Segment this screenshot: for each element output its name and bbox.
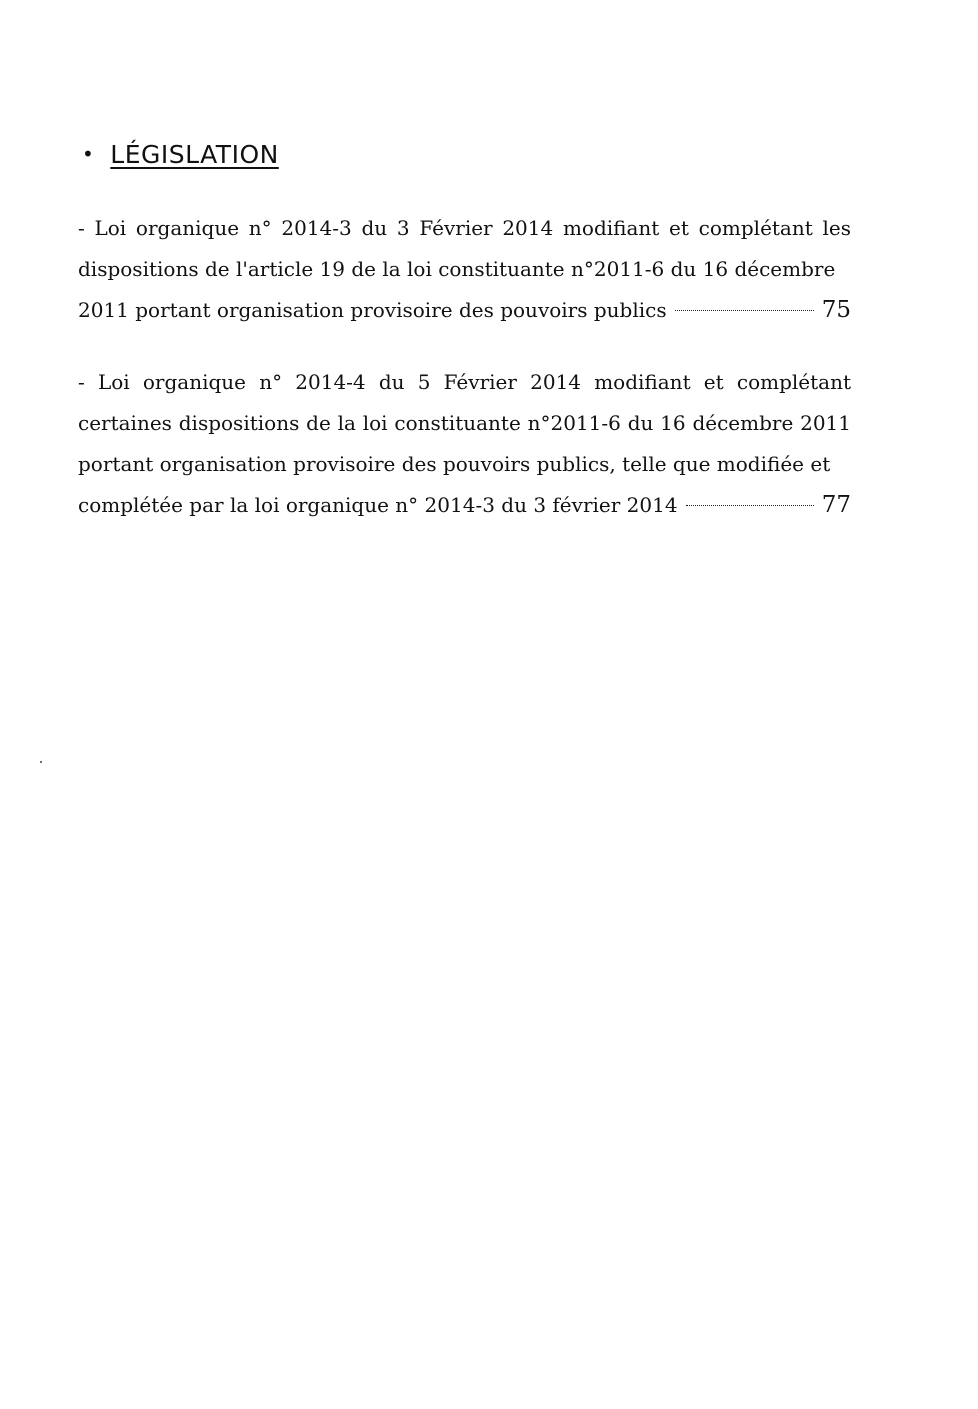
toc-entry-last-line — [78, 290, 851, 331]
toc-entry-text: - Loi organique n° 2014-4 du 5 Février 2014 modifiant et complétant certaines dispositions de la loi constituante n°2011-6 du 16 décembre 2011 portant organisation provisoire des pouvoirs publics, telle que modifiée et — [78, 370, 851, 476]
toc-entry[interactable] — [78, 208, 851, 331]
page-number: 77 — [821, 492, 851, 518]
heading-bullet: • — [82, 142, 95, 166]
section-title: LÉGISLATION — [110, 140, 279, 169]
toc-entry-text: - Loi organique n° 2014-3 du 3 Février 2014 modifiant et complétant les dispositions de l'article 19 de la loi constituante n°2011-6 du 16 décembre — [78, 216, 851, 281]
dot-leader — [686, 505, 814, 506]
scan-speck — [40, 761, 42, 763]
toc-entry[interactable] — [78, 362, 851, 526]
section-heading — [82, 140, 279, 169]
dot-leader — [675, 310, 814, 311]
toc-entry-text-end: 2011 portant organisation provisoire des pouvoirs publics — [78, 298, 667, 322]
toc-entry-text-end: complétée par la loi organique n° 2014-3 du 3 février 2014 — [78, 493, 678, 517]
toc-entry-last-line — [78, 485, 851, 526]
page-number: 75 — [821, 297, 851, 323]
